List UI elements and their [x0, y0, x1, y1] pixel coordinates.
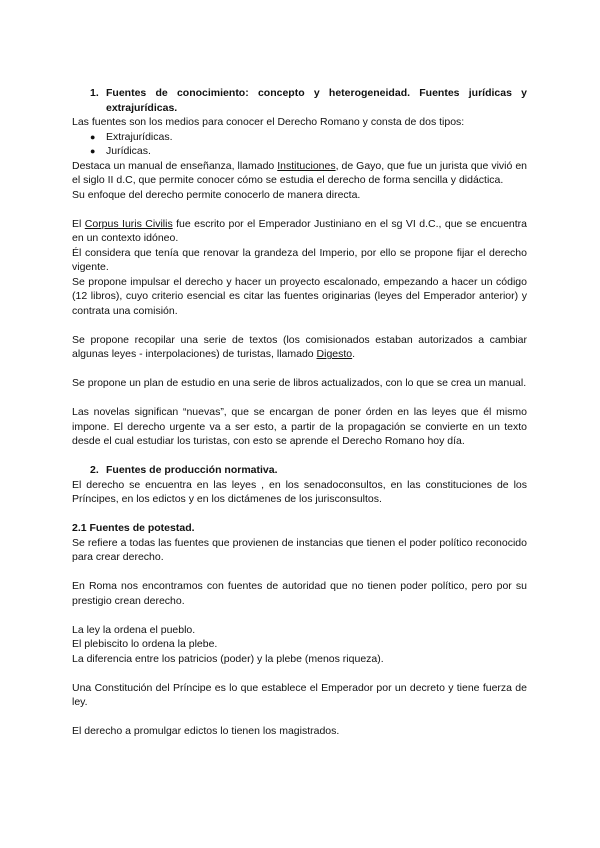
impulsar-paragraph: Se propone impulsar el derecho y hacer un proyecto escalonado, empezando a hacer un código (12 libros), cuyo criterio esencial es citar las fuentes originarias (leyes del Emperador anterior) y contrata una comisión.	[72, 275, 527, 317]
digesto-link: Digesto	[316, 348, 353, 360]
list-item-text: Jurídicas.	[106, 145, 151, 157]
corpus-after: fue escrito por el Emperador Justiniano en el sg VI d.C., que se encuentra en un contexto idóneo.	[72, 217, 527, 244]
spacer	[72, 362, 527, 377]
section-1-number: 1.	[90, 87, 99, 99]
refiere-paragraph: Se refiere a todas las fuentes que provienen de instancias que tienen el poder político reconocido para crear derecho.	[72, 536, 527, 563]
spacer	[72, 391, 527, 406]
section-1-intro: Las fuentes son los medios para conocer el Derecho Romano y consta de dos tipos:	[72, 116, 465, 128]
spacer	[72, 449, 527, 464]
section-2-title: Fuentes de producción normativa.	[106, 464, 278, 476]
edictos-paragraph: El derecho a promulgar edictos lo tienen los magistrados.	[72, 725, 340, 737]
digesto-after: .	[352, 348, 356, 360]
list-item	[72, 144, 527, 159]
spacer	[72, 507, 527, 522]
corpus-paragraph	[72, 217, 527, 246]
instituciones-after: , de Gayo, que fue un jurista que vivió en el siglo II d.C, que permite conocer cómo se estudia el derecho de forma sencilla y didáctica.	[72, 159, 527, 186]
document-page	[72, 86, 527, 739]
digesto-before: Se propone recopilar una serie de textos (los comisionados estaban autorizados a cambiar algunas leyes - interpolaciones) de turistas, llamado	[72, 333, 527, 360]
spacer	[72, 710, 527, 725]
section-1-title: Fuentes de conocimiento: concepto y heterogeneidad. Fuentes jurídicas y extrajurídicas.	[106, 87, 527, 114]
list-item	[72, 130, 527, 145]
bullet-icon: ●	[90, 131, 96, 142]
spacer	[72, 318, 527, 333]
section-2-number: 2.	[90, 464, 99, 476]
corpus-before: El	[72, 217, 85, 230]
enfoque-paragraph: Su enfoque del derecho permite conocerlo de manera directa.	[72, 188, 361, 201]
instituciones-before: Destaca un manual de enseñanza, llamado	[72, 159, 278, 172]
spacer	[72, 565, 527, 580]
instituciones-link: Instituciones	[277, 159, 336, 172]
ley-line: La ley la ordena el pueblo.	[72, 623, 196, 636]
plebiscito-line: El plebiscito lo ordena la plebe.	[72, 638, 218, 650]
constitucion-paragraph: Una Constitución del Príncipe es lo que establece el Emperador por un decreto y tiene fuerza de ley.	[72, 681, 527, 708]
digesto-paragraph	[72, 333, 527, 362]
corpus-link: Corpus Iuris Civilis	[84, 217, 173, 230]
considera-paragraph: Él considera que tenía que renovar la grandeza del Imperio, por ello se propone fijar el derecho vigente.	[72, 246, 527, 273]
spacer	[72, 666, 527, 681]
diferencia-line: La diferencia entre los patricios (poder) y la plebe (menos riqueza).	[72, 652, 384, 665]
section-2-1-title: 2.1 Fuentes de potestad.	[72, 522, 195, 534]
novelas-paragraph: Las novelas significan “nuevas”, que se encargan de poner órden en las leyes que él mismo impone. El derecho urgente va a ser esto, a partir de la propagación se convierte en un texto desde el cual estudiar los turistas, con esto se aprende el Derecho Romano hoy día.	[72, 406, 527, 447]
roma-paragraph: En Roma nos encontramos con fuentes de autoridad que no tienen poder político, pero por su prestigio crean derecho.	[72, 580, 527, 607]
spacer	[72, 202, 527, 217]
instituciones-paragraph	[72, 159, 527, 188]
section-2-heading	[72, 463, 527, 478]
source-types-list	[72, 130, 527, 159]
plan-paragraph: Se propone un plan de estudio en una serie de libros actualizados, con lo que se crea un manual.	[72, 377, 527, 389]
section-2-intro: El derecho se encuentra en las leyes , en los senadoconsultos, en las constituciones de los Príncipes, en los edictos y en los dictámenes de los jurisconsultos.	[72, 478, 527, 505]
spacer	[72, 608, 527, 623]
section-1-heading	[72, 86, 527, 115]
bullet-icon: ●	[90, 146, 96, 156]
list-item-text: Extrajurídicas.	[106, 130, 173, 143]
